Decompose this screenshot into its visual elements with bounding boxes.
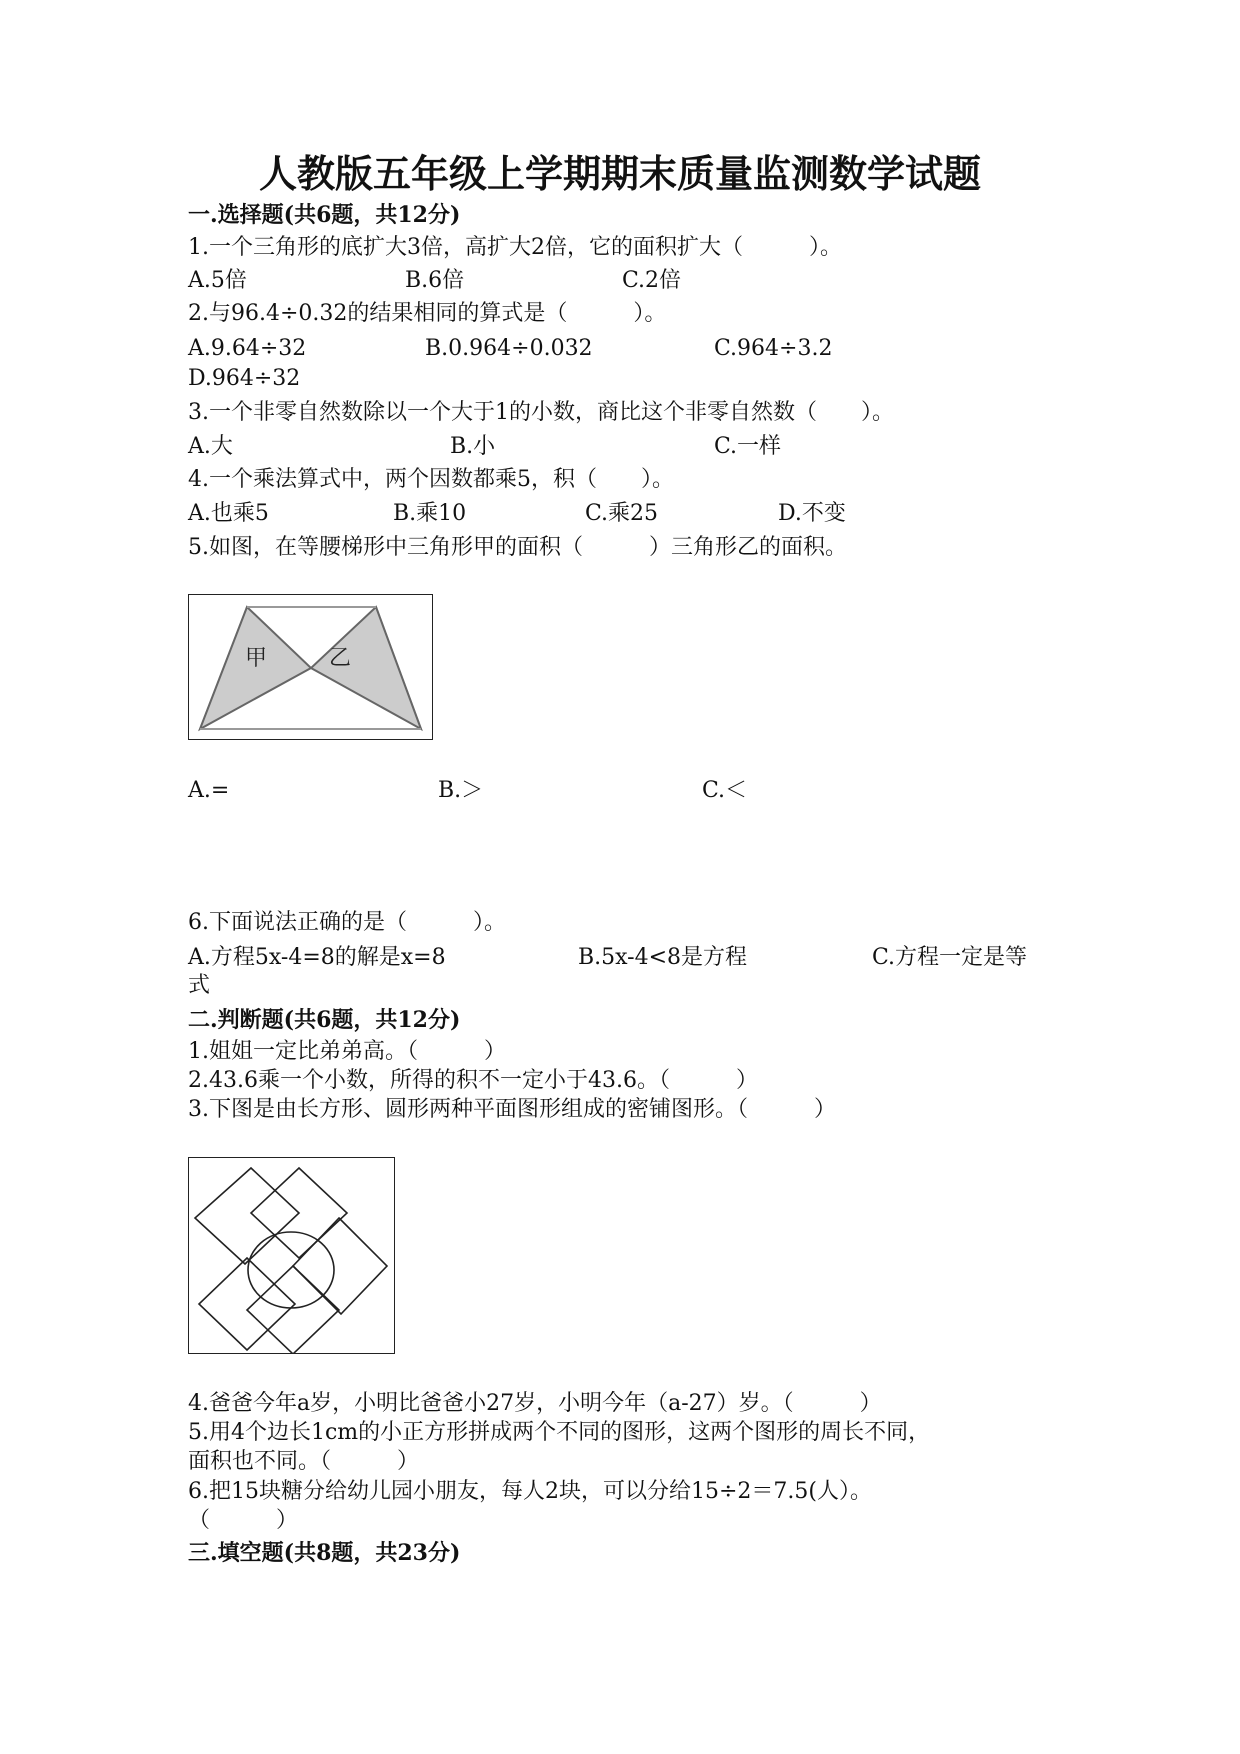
section1-heading: 一.选择题(共6题，共12分) <box>188 202 461 228</box>
q6-option-c-continued: 式 <box>188 973 211 998</box>
q5-option-b: B.＞ <box>438 778 484 803</box>
q1-option-a: A.5倍 <box>188 268 247 293</box>
q3-option-c: C.一样 <box>714 434 782 459</box>
judge-q2: 2.43.6乘一个小数，所得的积不一定小于43.6。（ ） <box>188 1068 758 1093</box>
q4-stem: 4.一个乘法算式中，两个因数都乘5，积（ ）。 <box>188 467 674 492</box>
q2-option-d: D.964÷32 <box>188 366 301 391</box>
judge-q1: 1.姐姐一定比弟弟高。（ ） <box>188 1039 506 1064</box>
q5-option-c: C.＜ <box>702 778 748 803</box>
judge-q3: 3.下图是由长方形、圆形两种平面图形组成的密铺图形。（ ） <box>188 1097 836 1122</box>
q4-option-b: B.乘10 <box>393 501 467 526</box>
tiling-figure <box>188 1157 395 1354</box>
square-bottom <box>247 1266 339 1353</box>
section2-heading: 二.判断题(共6题，共12分) <box>188 1007 461 1033</box>
tiling-circle <box>248 1232 334 1308</box>
q3-option-a: A.大 <box>188 434 233 459</box>
q5-option-a: A.= <box>188 778 230 803</box>
q2-option-c: C.964÷3.2 <box>714 336 833 361</box>
square-bottom-left <box>199 1258 295 1350</box>
judge-q6-continued: （ ） <box>188 1508 299 1533</box>
q5-stem: 5.如图，在等腰梯形中三角形甲的面积（ ）三角形乙的面积。 <box>188 535 847 560</box>
q6-option-a: A.方程5x-4=8的解是x=8 <box>188 945 446 970</box>
judge-q6: 6.把15块糖分给幼儿园小朋友，每人2块，可以分给15÷2＝7.5(人）。 <box>188 1479 872 1504</box>
q4-option-c: C.乘25 <box>585 501 659 526</box>
q2-option-a: A.9.64÷32 <box>188 336 307 361</box>
q3-stem: 3.一个非零自然数除以一个大于1的小数，商比这个非零自然数（ ）。 <box>188 400 894 425</box>
square-right <box>293 1218 387 1314</box>
trapezoid-svg <box>189 595 432 739</box>
trapezoid-figure <box>188 594 433 740</box>
q1-option-c: C.2倍 <box>622 268 682 293</box>
q1-stem: 1.一个三角形的底扩大3倍，高扩大2倍，它的面积扩大（ ）。 <box>188 235 842 260</box>
q2-option-b: B.0.964÷0.032 <box>425 336 593 361</box>
q1-option-b: B.6倍 <box>405 268 465 293</box>
page-title: 人教版五年级上学期期末质量监测数学试题 <box>258 151 981 196</box>
q3-option-b: B.小 <box>450 434 496 459</box>
q4-option-d: D.不变 <box>778 501 846 526</box>
q4-option-a: A.也乘5 <box>188 501 269 526</box>
judge-q5: 5.用4个边长1cm的小正方形拼成两个不同的图形，这两个图形的周长不同， <box>188 1420 931 1445</box>
section3-heading: 三.填空题(共8题，共23分) <box>188 1540 461 1566</box>
label-jia: 甲 <box>245 646 268 671</box>
judge-q5-continued: 面积也不同。（ ） <box>188 1449 420 1474</box>
tiling-svg <box>189 1158 394 1353</box>
judge-q4: 4.爸爸今年a岁，小明比爸爸小27岁，小明今年（a-27）岁。（ ） <box>188 1391 882 1416</box>
q6-option-b: B.5x-4<8是方程 <box>578 945 748 970</box>
q6-option-c: C.方程一定是等 <box>872 945 1028 970</box>
label-yi: 乙 <box>329 646 352 671</box>
triangle-yi <box>311 607 421 729</box>
q2-stem: 2.与96.4÷0.32的结果相同的算式是（ ）。 <box>188 301 667 326</box>
q6-stem: 6.下面说法正确的是（ ）。 <box>188 910 506 935</box>
